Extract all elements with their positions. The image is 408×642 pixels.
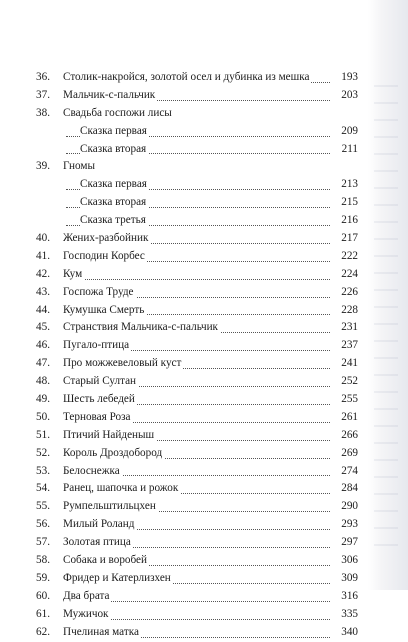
entry-page-number: 252 xyxy=(338,373,358,391)
entry-title: Сказка первая xyxy=(80,123,149,141)
toc-entry xyxy=(36,266,358,284)
entry-title: Сказка третья xyxy=(80,212,148,230)
entry-title: Гномы xyxy=(63,158,97,176)
entry-number: 48. xyxy=(36,375,50,388)
entry-page-number: 266 xyxy=(338,427,358,445)
dot-leader xyxy=(66,279,330,280)
toc-entry xyxy=(36,158,358,176)
toc-entry xyxy=(36,337,358,355)
entry-number: 44. xyxy=(36,303,50,316)
entry-number: 57. xyxy=(36,536,50,549)
entry-number: 62. xyxy=(36,625,50,638)
entry-number: 53. xyxy=(36,464,50,477)
entry-page-number: 297 xyxy=(338,534,358,552)
entry-title: Сказка вторая xyxy=(80,141,148,159)
entry-title: Пчелиная матка xyxy=(63,624,141,642)
entry-page-number: 215 xyxy=(338,194,358,212)
entry-title: Сказка вторая xyxy=(80,194,148,212)
entry-title: Жених-разбойник xyxy=(63,230,150,248)
entry-title: Столик-накройся, золотой осел и дубинка из мешка xyxy=(63,69,311,87)
entry-number: 58. xyxy=(36,554,50,567)
toc-subentry xyxy=(36,141,358,159)
entry-title: Старый Султан xyxy=(63,373,138,391)
entry-title: Милый Роланд xyxy=(63,516,136,534)
entry-page-number: 213 xyxy=(338,176,358,194)
toc-entry xyxy=(36,391,358,409)
entry-number: 36. xyxy=(36,71,50,83)
entry-number: 43. xyxy=(36,285,50,298)
entry-number: 52. xyxy=(36,446,50,459)
toc-entry xyxy=(36,570,358,588)
toc-subentry xyxy=(36,212,358,230)
entry-title: Фридер и Катерлизхен xyxy=(63,570,173,588)
toc-entry xyxy=(36,373,358,391)
entry-title: Странствия Мальчика-с-пальчик xyxy=(63,319,220,337)
toc-entry xyxy=(36,534,358,552)
entry-page-number: 316 xyxy=(338,588,358,606)
entry-page-number: 241 xyxy=(338,355,358,373)
entry-number: 60. xyxy=(36,589,50,602)
entry-number: 40. xyxy=(36,232,50,245)
entry-page-number: 216 xyxy=(338,212,358,230)
toc-entry xyxy=(36,463,358,481)
entry-page-number: 261 xyxy=(338,409,358,427)
toc-entry xyxy=(36,284,358,302)
toc-subentry xyxy=(36,176,358,194)
page-edge-shadow xyxy=(368,0,408,590)
entry-title: Про можжевеловый куст xyxy=(63,355,183,373)
bleed-through-lines xyxy=(374,85,398,555)
entry-page-number: 284 xyxy=(338,480,358,498)
toc-entry xyxy=(36,319,358,337)
entry-title: Белоснежка xyxy=(63,463,122,481)
entry-number: 46. xyxy=(36,339,50,352)
toc-entry xyxy=(36,498,358,516)
entry-number: 42. xyxy=(36,267,50,280)
toc-entry xyxy=(36,606,358,624)
entry-number: 37. xyxy=(36,88,50,101)
entry-page-number: 228 xyxy=(338,302,358,320)
toc-entry xyxy=(36,552,358,570)
entry-title: Кумушка Смерть xyxy=(63,302,146,320)
toc-entry xyxy=(36,302,358,320)
entry-page-number: 203 xyxy=(338,87,358,105)
entry-page-number: 255 xyxy=(338,391,358,409)
entry-page-number: 209 xyxy=(338,123,358,141)
entry-title: Кум xyxy=(63,266,84,284)
entry-number: 45. xyxy=(36,321,50,334)
entry-title: Пугало-птица xyxy=(63,337,131,355)
entry-page-number: 217 xyxy=(338,230,358,248)
entry-page-number: 269 xyxy=(338,445,358,463)
entry-title: Мальчик-с-пальчик xyxy=(63,87,157,105)
entry-title: Два брата xyxy=(63,588,111,606)
entry-title: Король Дроздобород xyxy=(63,445,164,463)
entry-page-number: 211 xyxy=(339,141,358,159)
entry-page-number: 274 xyxy=(338,463,358,481)
entry-title: Господин Корбес xyxy=(63,248,147,266)
entry-number: 47. xyxy=(36,357,50,370)
toc-entry xyxy=(36,69,358,87)
entry-number: 41. xyxy=(36,249,50,262)
entry-title: Птичий Найденыш xyxy=(63,427,156,445)
toc-subentry xyxy=(36,123,358,141)
entry-number: 39. xyxy=(36,160,50,173)
entry-title: Мужичок xyxy=(63,606,111,624)
entry-title: Сказка первая xyxy=(80,176,149,194)
toc-subentry xyxy=(36,194,358,212)
entry-number: 51. xyxy=(36,428,50,441)
entry-page-number: 193 xyxy=(338,69,358,87)
entry-page-number: 224 xyxy=(338,266,358,284)
entry-page-number: 309 xyxy=(338,570,358,588)
entry-page-number: 222 xyxy=(338,248,358,266)
entry-page-number: 226 xyxy=(338,284,358,302)
toc-entry xyxy=(36,480,358,498)
entry-page-number: 340 xyxy=(338,624,358,642)
entry-number: 50. xyxy=(36,410,50,423)
entry-number: 54. xyxy=(36,482,50,495)
toc-entry xyxy=(36,105,358,123)
toc-entry xyxy=(36,588,358,606)
toc-entry xyxy=(36,87,358,105)
entry-page-number: 293 xyxy=(338,516,358,534)
toc-entry xyxy=(36,409,358,427)
entry-page-number: 237 xyxy=(338,337,358,355)
toc-entry xyxy=(36,427,358,445)
entry-page-number: 290 xyxy=(338,498,358,516)
entry-title: Ранец, шапочка и рожок xyxy=(63,480,180,498)
entry-title: Шесть лебедей xyxy=(63,391,137,409)
entry-number: 55. xyxy=(36,500,50,513)
toc-entry xyxy=(36,248,358,266)
entry-title: Золотая птица xyxy=(63,534,133,552)
entry-page-number: 335 xyxy=(338,606,358,624)
entry-title: Собака и воробей xyxy=(63,552,149,570)
toc-entry xyxy=(36,230,358,248)
toc-entry xyxy=(36,445,358,463)
entry-title: Румпельштильцхен xyxy=(63,498,158,516)
entry-page-number: 306 xyxy=(338,552,358,570)
entry-title: Госпожа Труде xyxy=(63,284,136,302)
entry-number: 49. xyxy=(36,393,50,406)
entry-title: Свадьба госпожи лисы xyxy=(63,105,174,123)
toc-entry xyxy=(36,624,358,642)
table-of-contents xyxy=(36,69,358,642)
entry-page-number: 231 xyxy=(338,319,358,337)
toc-entry xyxy=(36,516,358,534)
entry-number: 56. xyxy=(36,518,50,531)
entry-number: 38. xyxy=(36,106,50,119)
entry-number: 61. xyxy=(36,607,50,620)
toc-entry xyxy=(36,355,358,373)
entry-title: Терновая Роза xyxy=(63,409,133,427)
entry-number: 59. xyxy=(36,571,50,584)
